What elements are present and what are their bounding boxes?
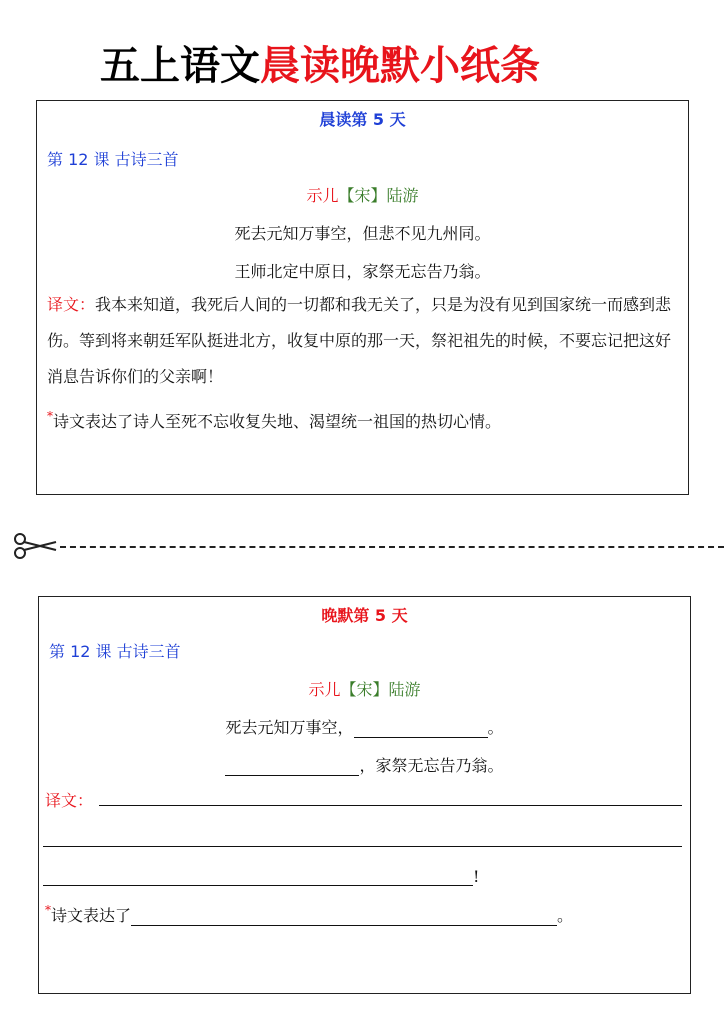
note-prefix: 诗文表达了 <box>51 906 132 925</box>
note-text: 诗文表达了诗人至死不忘收复失地、渴望统一祖国的热切心情。 <box>53 412 502 431</box>
evening-line-2 <box>39 753 690 776</box>
poem-bracket-open: 【 <box>340 680 357 699</box>
evening-translation-label-row <box>45 783 680 819</box>
poem-name: 示儿 <box>308 680 341 699</box>
cut-line <box>12 532 724 560</box>
translation-blank-3[interactable] <box>43 867 473 886</box>
morning-header: 晨读第 5 天 <box>319 110 406 129</box>
evening-poem-title <box>39 677 690 700</box>
morning-lesson: 第 12 课 古诗三首 <box>47 150 179 169</box>
translation-end: ! <box>473 867 480 886</box>
evening-note <box>45 903 680 926</box>
morning-reading-card <box>36 100 689 495</box>
note-suffix: 。 <box>557 906 574 925</box>
morning-poem-title <box>37 183 688 206</box>
translation-label: 译文： <box>47 295 96 314</box>
poem-name: 示儿 <box>306 186 339 205</box>
translation-text: 我本来知道，我死后人间的一切都和我无关了，只是为没有见到国家统一而感到悲伤。等到将来朝廷军队挺进北方，收复中原的那一天，祭祀祖先的时候，不要忘记把这好消息告诉你们的父亲啊！ <box>47 295 672 386</box>
translation-label: 译文： <box>45 791 94 810</box>
title-part-red: 晨读晚默小纸条 <box>260 43 540 89</box>
evening-lesson: 第 12 课 古诗三首 <box>49 642 181 661</box>
poem-line-2: 王师北定中原日，家祭无忘告乃翁。 <box>234 262 491 281</box>
line-1-prefix: 死去元知万事空， <box>225 718 354 737</box>
poem-author: 陆游 <box>386 186 419 205</box>
poem-line-1: 死去元知万事空，但悲不见九州同。 <box>234 224 491 243</box>
line-2-suffix: ，家祭无忘告乃翁。 <box>359 756 504 775</box>
page-title <box>100 40 540 92</box>
dashed-cut-line <box>60 546 724 548</box>
translation-row-3 <box>43 867 479 886</box>
translation-blank-1[interactable] <box>99 805 682 806</box>
morning-translation <box>47 287 678 395</box>
blank-line-1[interactable] <box>354 721 488 738</box>
blank-line-2[interactable] <box>225 759 359 776</box>
poem-dynasty: 宋 <box>356 680 373 699</box>
poem-bracket-open: 【 <box>338 186 355 205</box>
poem-dynasty: 宋 <box>354 186 371 205</box>
poem-bracket-close: 】 <box>372 680 389 699</box>
note-star: * <box>47 409 53 423</box>
note-blank[interactable] <box>131 909 557 926</box>
translation-blank-2[interactable] <box>43 846 682 847</box>
evening-line-1 <box>39 715 690 738</box>
evening-dictation-card <box>38 596 691 994</box>
poem-bracket-close: 】 <box>370 186 387 205</box>
evening-header: 晚默第 5 天 <box>321 606 408 625</box>
poem-author: 陆游 <box>388 680 421 699</box>
line-1-suffix: 。 <box>487 718 504 737</box>
note-star: * <box>45 903 51 917</box>
scissors-icon <box>12 532 58 560</box>
morning-note <box>47 409 678 432</box>
title-part-black: 五上语文 <box>100 43 260 89</box>
